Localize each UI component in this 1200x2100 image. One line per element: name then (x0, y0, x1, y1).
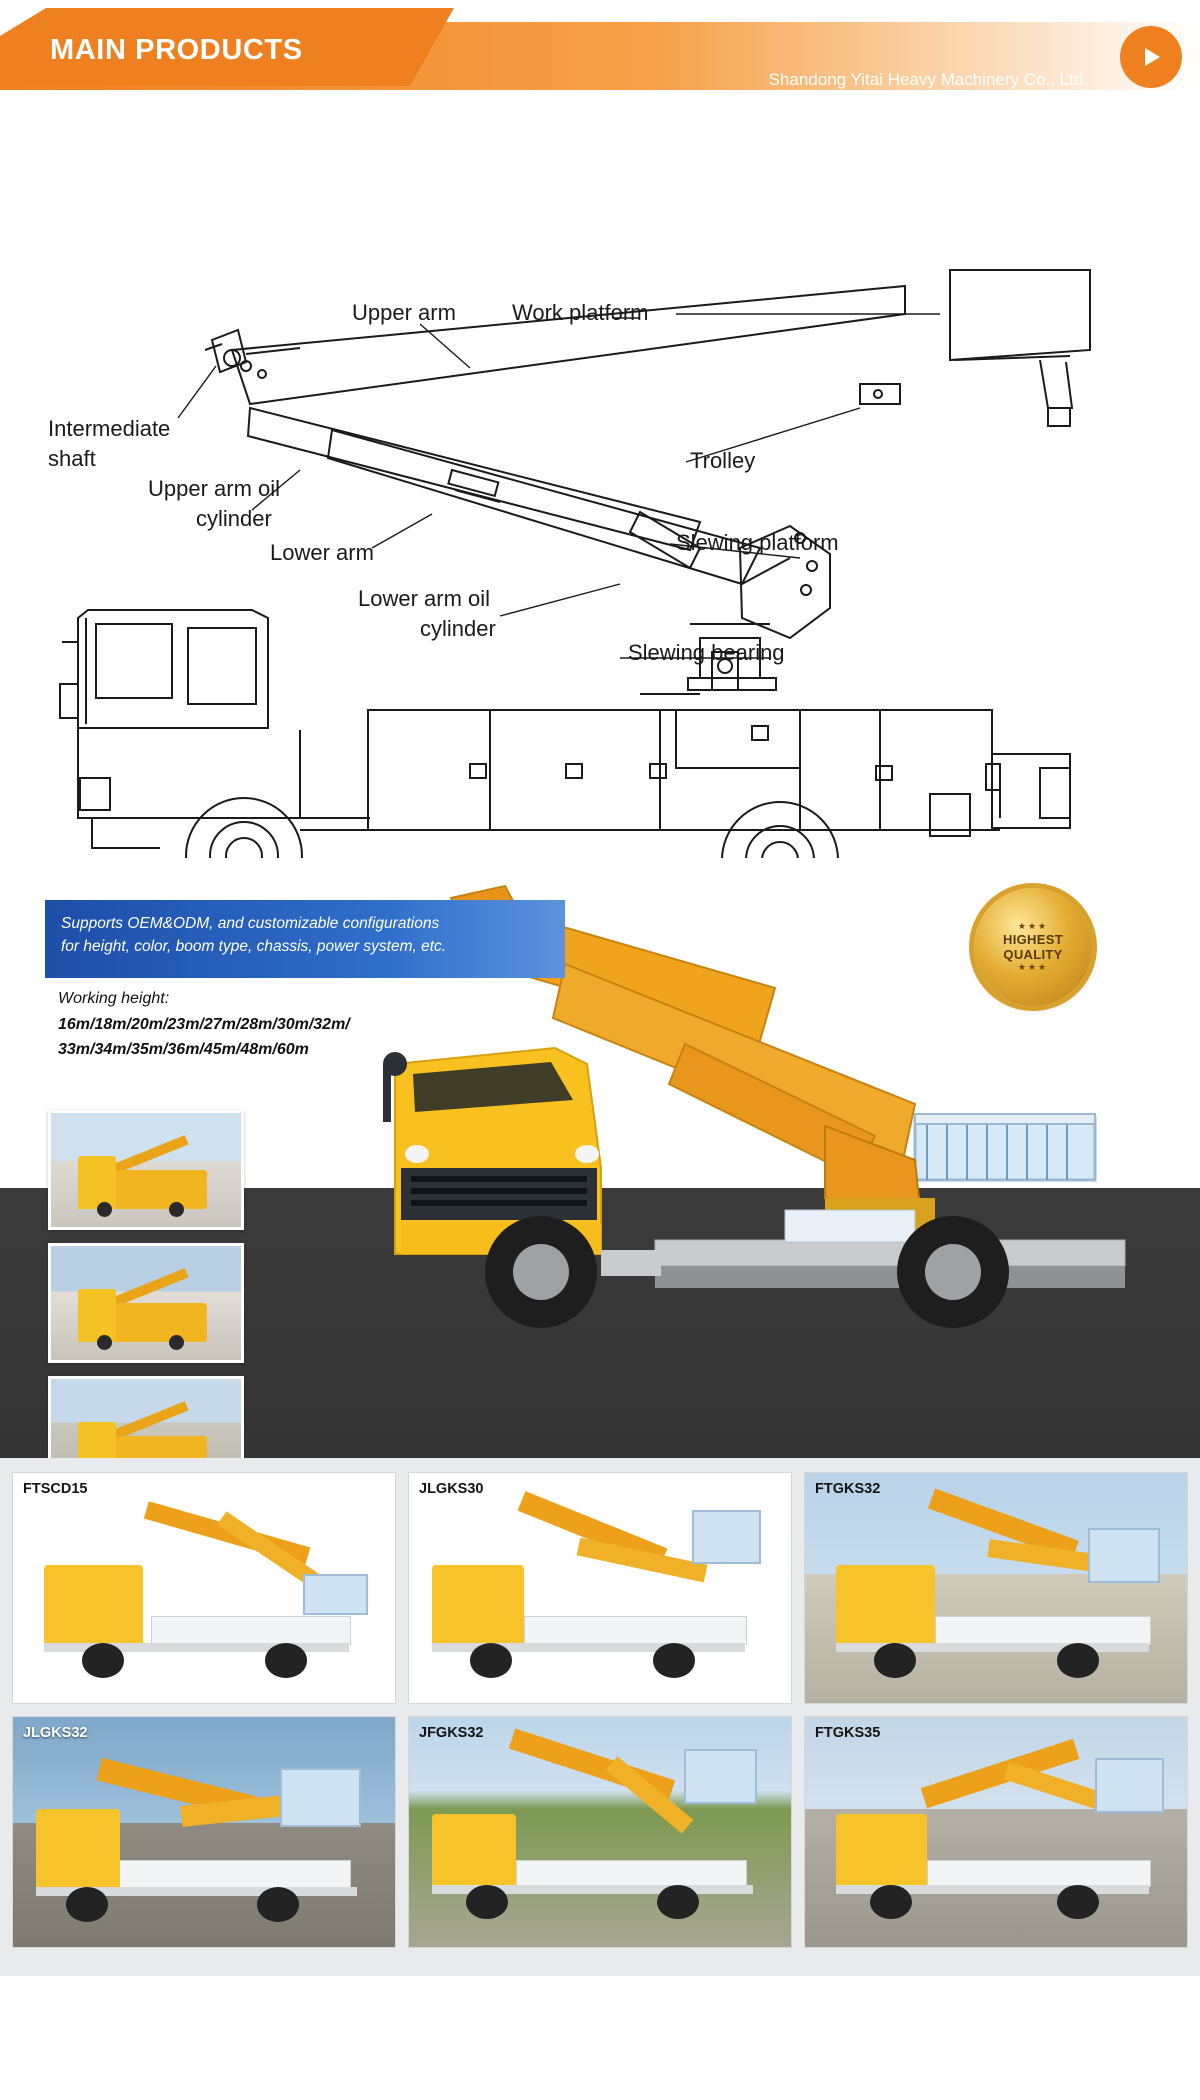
diagram-label-slewing-platform: Slewing platform (676, 530, 839, 555)
diagram-label-lower-arm: Lower arm (270, 540, 374, 565)
gallery-row-2 (12, 1716, 1188, 1948)
feature-section (0, 858, 1200, 1458)
gallery-item-ftgks32[interactable] (804, 1472, 1188, 1704)
diagram-label-slewing-bearing: Slewing bearing (628, 640, 785, 665)
gallery-item-ftscd15[interactable] (12, 1472, 396, 1704)
gallery-item-ftgks35[interactable] (804, 1716, 1188, 1948)
working-height-label: Working height: (58, 990, 170, 1007)
gallery-item-jlgks32[interactable] (12, 1716, 396, 1948)
diagram-label-upper-arm: Upper arm (352, 300, 456, 325)
diagram-label-upper-arm-oil: Upper arm oil (148, 476, 281, 501)
gallery-caption: JFGKS32 (419, 1725, 484, 1741)
highest-quality-badge (974, 888, 1092, 1006)
diagram-label-trolley: Trolley (690, 448, 756, 473)
gallery-caption: JLGKS32 (23, 1725, 88, 1741)
banner-line-1: Supports OEM&ODM, and customizable configurations (61, 915, 440, 932)
gallery-photo-jfgks32 (409, 1717, 791, 1947)
thumb-aerial-platform-white-truck[interactable] (48, 1110, 244, 1230)
diagram-label-upper-cylinder: cylinder (196, 506, 272, 531)
badge-line-2: QUALITY (1003, 947, 1063, 962)
gallery-caption: JLGKS30 (419, 1481, 484, 1497)
gallery-photo-ftgks35 (805, 1717, 1187, 1947)
truck-line-diagram (0, 118, 1200, 858)
oem-banner (45, 900, 565, 978)
gallery-photo-ftscd15 (13, 1473, 395, 1703)
arrow-badge (1120, 26, 1182, 88)
product-gallery (0, 1458, 1200, 1976)
gallery-row-1 (12, 1472, 1188, 1704)
gallery-caption: FTSCD15 (23, 1481, 88, 1497)
diagram-label-shaft: shaft (48, 446, 96, 471)
svg-text:M5: M5 (613, 1106, 650, 1136)
diagram-label-lower-cylinder: cylinder (420, 616, 496, 641)
page-header (0, 0, 1200, 118)
working-height-values: 16m/18m/20m/23m/27m/28m/30m/32m/ 33m/34m/35m/36m/45m/48m/60m (58, 1016, 350, 1058)
gallery-caption: FTGKS32 (815, 1481, 881, 1497)
gallery-caption: FTGKS35 (815, 1725, 881, 1741)
gallery-item-jlgks30[interactable] (408, 1472, 792, 1704)
page-title: MAIN PRODUCTS (50, 34, 303, 66)
diagram-label-lower-arm-oil: Lower arm oil (358, 586, 491, 611)
thumb-yellow-boom-truck[interactable] (48, 1243, 244, 1363)
gallery-photo-jlgks32 (13, 1717, 395, 1947)
diagram-label-work-platform: Work platform (512, 300, 649, 325)
badge-stars-bottom: ★★★ (1017, 962, 1049, 972)
badge-line-1: HIGHEST (1003, 932, 1063, 947)
gallery-photo-ftgks32 (805, 1473, 1187, 1703)
banner-line-2: for height, color, boom type, chassis, power system, etc. (61, 938, 447, 956)
diagram-label-intermediate: Intermediate (48, 416, 171, 441)
company-name: Shandong Yitai Heavy Machinery Co., Ltd. (768, 70, 1088, 89)
badge-stars-top: ★★★ (1017, 921, 1049, 931)
gallery-item-jfgks32[interactable] (408, 1716, 792, 1948)
gallery-photo-jlgks30 (409, 1473, 791, 1703)
play-arrow-icon (1138, 44, 1164, 70)
